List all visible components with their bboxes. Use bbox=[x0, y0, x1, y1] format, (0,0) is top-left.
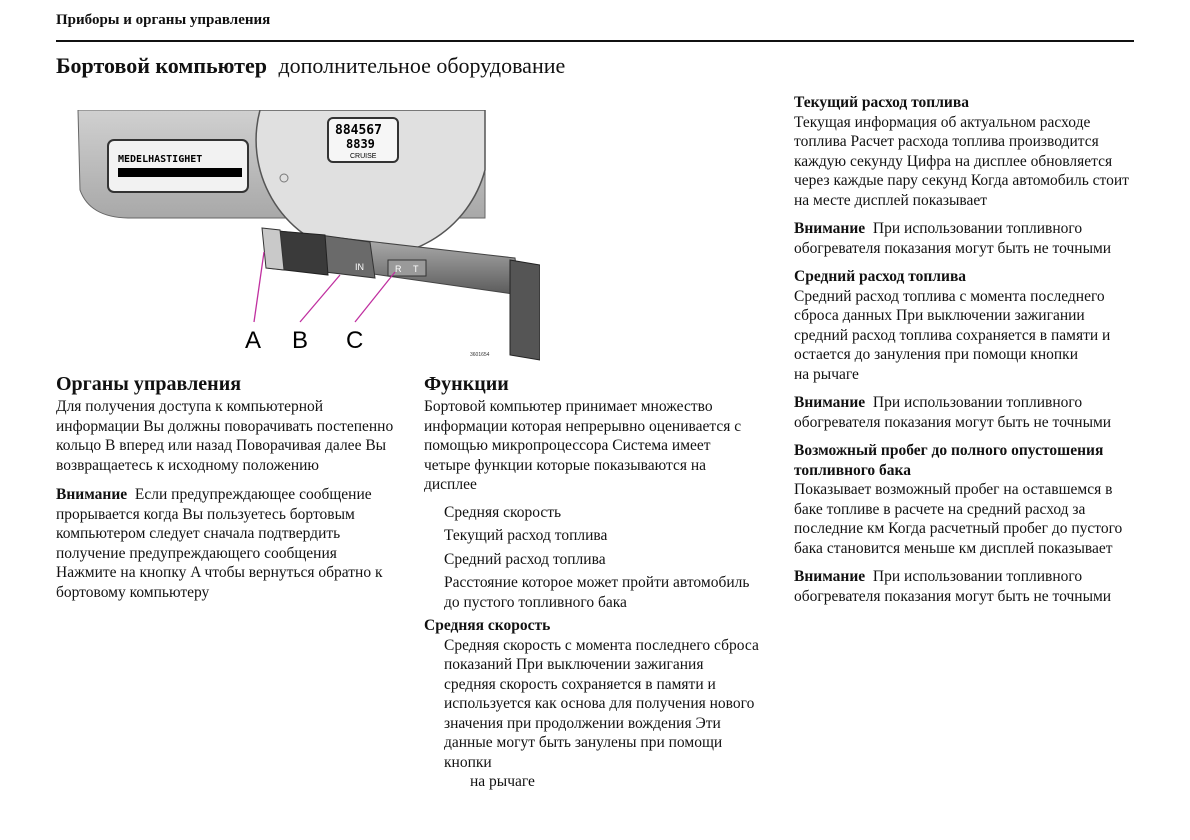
controls-column bbox=[56, 372, 396, 612]
note-text: Если предупреждающее сообщение прорывается когда Вы пользуетесь бортовым компьютером следует сначала подтвердить получение предупреждающего сообщения Нажмите на кнопку A чтобы вернуться обратно к бортовому компьютеру bbox=[56, 486, 383, 601]
controls-text: Для получения доступа к компьютерной информации Вы должны поворачивать постепенно кольцо B вперед или назад Поворачивая далее Вы возвращаетесь к исходному положению bbox=[56, 398, 394, 474]
note-text: При использовании топливного обогревателя показания могут быть не точными bbox=[794, 568, 1112, 605]
callout-line-a bbox=[254, 252, 264, 322]
note-label: Внимание bbox=[794, 394, 866, 411]
note-text: При использовании топливного обогревателя показания могут быть не точными bbox=[794, 394, 1112, 431]
functions-list bbox=[424, 503, 759, 613]
functions-heading: Функции bbox=[424, 373, 509, 395]
callout-b: B bbox=[292, 327, 309, 354]
display-box bbox=[108, 140, 248, 192]
odometer-top: 884567 bbox=[335, 123, 382, 138]
note-label: Внимание bbox=[794, 220, 866, 237]
stalk-end bbox=[262, 228, 284, 270]
note-label: Внимание bbox=[794, 568, 866, 585]
avg-speed-heading: Средняя скорость bbox=[424, 617, 551, 634]
note-text: При использовании топливного обогревателя показания могут быть не точными bbox=[794, 220, 1112, 257]
avg-consumption-heading: Средний расход топлива bbox=[794, 268, 967, 285]
instrument-stalk-illustration bbox=[70, 110, 540, 370]
page-title-main: Бортовой компьютер bbox=[56, 53, 267, 78]
callout-c: C bbox=[346, 327, 364, 354]
avg-speed-text: Средняя скорость с момента последнего сброса показаний При выключении зажигания средняя скорость сохраняется в памяти и используется как основа для получения нового значения при продолжении вождения Эти данные могут быть занулены при помощи кнопки bbox=[444, 636, 759, 771]
functions-column bbox=[424, 372, 759, 792]
figure-code: 3601654 bbox=[470, 352, 490, 358]
avg-consumption-text: Средний расход топлива с момента последнего сброса данных При выключении зажигании средний расход топлива сохраняется в памяти и остается до зануления при помощи кнопки bbox=[794, 287, 1111, 363]
avg-consumption-tail: на рычаге bbox=[794, 365, 859, 383]
controls-note bbox=[56, 485, 396, 602]
list-item: Средняя скорость bbox=[444, 503, 562, 521]
column-shroud bbox=[510, 260, 540, 360]
cruise-label: CRUISE bbox=[350, 153, 377, 160]
note-3 bbox=[794, 567, 1139, 606]
note-1 bbox=[794, 219, 1139, 258]
stalk-in-label: IN bbox=[355, 262, 364, 272]
display-text: MEDELHASTIGHET bbox=[118, 154, 203, 165]
avg-speed-tail: на рычаге bbox=[470, 773, 535, 790]
header-rule bbox=[56, 40, 1134, 42]
functions-intro: Бортовой компьютер принимает множество информации которая непрерывно оценивается с помощью микропроцессора Система имеет четыре функции которые показываются на дисплее bbox=[424, 398, 742, 493]
callout-line-c bbox=[355, 272, 395, 322]
current-consumption-text: Текущая информация об актуальном расходе топлива Расчет расхода топлива производится каждую секунду Цифра на дисплее обновляется через каждые пару секунд Когда автомобиль стоит на месте дисплей показывает bbox=[794, 113, 1129, 209]
odometer-bottom: 8839 bbox=[346, 137, 375, 151]
stalk-ring bbox=[320, 235, 375, 278]
current-consumption-heading: Текущий расход топлива bbox=[794, 94, 969, 111]
stalk-r-label: R bbox=[395, 264, 402, 274]
stalk-t-label: T bbox=[413, 264, 419, 274]
list-item: Средний расход топлива bbox=[444, 550, 606, 568]
section-header: Приборы и органы управления bbox=[56, 12, 271, 28]
note-label: Внимание bbox=[56, 486, 128, 503]
list-item: Расстояние которое может пройти автомобиль до пустого топливного бака bbox=[444, 574, 750, 611]
page-title-sub: дополнительное оборудование bbox=[278, 53, 566, 78]
controls-heading: Органы управления bbox=[56, 373, 242, 395]
note-2 bbox=[794, 393, 1139, 432]
list-item: Текущий расход топлива bbox=[444, 527, 608, 544]
callout-line-b bbox=[300, 275, 340, 322]
range-text: Показывает возможный пробег на оставшемся в баке топливе в расчете на средний расход за последние км Когда расчетный пробег до пустого бака становится меньше км дисплей показывает bbox=[794, 481, 1123, 557]
page-title bbox=[56, 53, 565, 79]
display-bar bbox=[118, 168, 242, 177]
range-heading: Возможный пробег до полного опустошения топливного бака bbox=[794, 442, 1104, 479]
callout-a: A bbox=[245, 327, 262, 354]
right-column bbox=[794, 93, 1139, 615]
